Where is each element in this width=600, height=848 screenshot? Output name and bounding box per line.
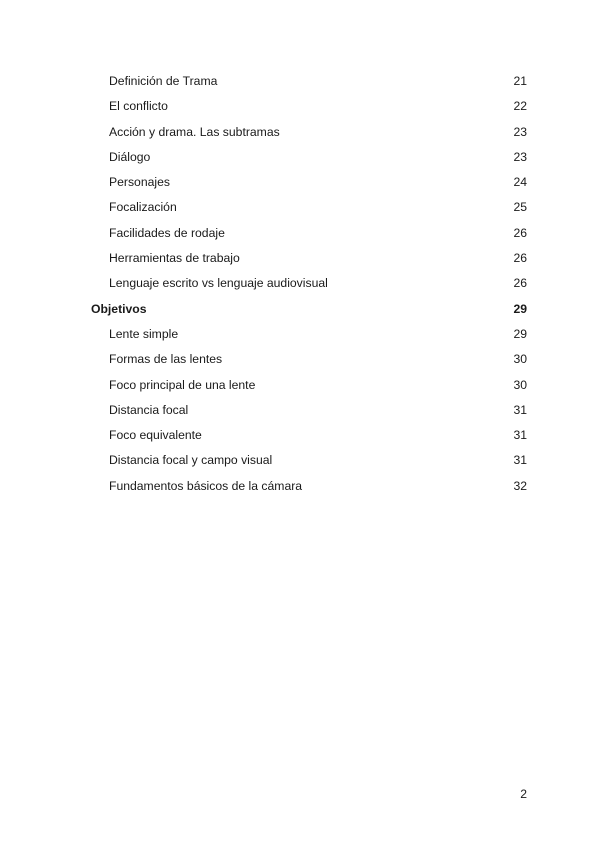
toc-entry[interactable]	[0, 145, 600, 170]
toc-entry[interactable]	[0, 398, 600, 423]
toc-section-page: 29	[513, 301, 527, 316]
toc-entry-page: 26	[513, 251, 527, 266]
toc-entry-page: 31	[513, 402, 527, 417]
toc-entry-title: Herramientas de trabajo	[109, 251, 240, 266]
toc-entry[interactable]	[0, 170, 600, 195]
toc-entry-title: Foco equivalente	[109, 428, 202, 443]
toc-entry-title: Foco principal de una lente	[109, 377, 256, 392]
toc-entry-page: 23	[513, 124, 527, 139]
toc-entry-title: Acción y drama. Las subtramas	[109, 124, 280, 139]
toc-entry-title: Distancia focal y campo visual	[109, 453, 273, 468]
page-number: 2	[520, 787, 527, 801]
toc-entry-page: 23	[513, 149, 527, 164]
toc-entry-title: Focalización	[109, 200, 177, 215]
toc-entry-title: El conflicto	[109, 99, 168, 114]
toc-entry-title: Fundamentos básicos de la cámara	[109, 478, 303, 493]
toc-entry[interactable]	[0, 448, 600, 473]
toc-entry-page: 24	[513, 175, 527, 190]
toc-entry-page: 30	[513, 377, 527, 392]
toc-entry[interactable]	[0, 246, 600, 271]
toc-entry[interactable]	[0, 322, 600, 347]
toc-entry-page: 21	[513, 74, 527, 88]
toc-entry-title: Formas de las lentes	[109, 352, 223, 367]
toc-entry-page: 31	[513, 453, 527, 468]
toc-entry[interactable]	[0, 373, 600, 398]
toc-entry[interactable]	[0, 195, 600, 220]
toc-entry-title: Lenguaje escrito vs lenguaje audiovisual	[109, 276, 328, 291]
toc-entry-page: 30	[513, 352, 527, 367]
toc-entry[interactable]	[0, 94, 600, 119]
toc-section-title: Objetivos	[91, 301, 147, 316]
toc-entry-title: Definición de Trama	[109, 74, 218, 88]
toc-entry-page: 26	[513, 276, 527, 291]
toc-entry[interactable]	[0, 423, 600, 448]
toc-entry[interactable]	[0, 69, 600, 94]
toc-entry[interactable]	[0, 271, 600, 296]
toc-entry-page: 31	[513, 428, 527, 443]
toc-entry-title: Facilidades de rodaje	[109, 225, 225, 240]
toc-entry[interactable]	[0, 120, 600, 145]
toc-section-heading[interactable]	[0, 297, 600, 322]
table-of-contents	[0, 69, 600, 499]
toc-entry-title: Personajes	[109, 175, 170, 190]
toc-entry-page: 32	[513, 478, 527, 493]
toc-entry-page: 26	[513, 225, 527, 240]
toc-entry-title: Distancia focal	[109, 402, 189, 417]
toc-entry-title: Diálogo	[109, 149, 151, 164]
toc-entry[interactable]	[0, 474, 600, 499]
toc-entry-title: Lente simple	[109, 326, 179, 341]
toc-entry[interactable]	[0, 221, 600, 246]
toc-entry-page: 29	[513, 326, 527, 341]
toc-entry-page: 25	[513, 200, 527, 215]
toc-entry[interactable]	[0, 347, 600, 372]
toc-entry-page: 22	[513, 99, 527, 114]
